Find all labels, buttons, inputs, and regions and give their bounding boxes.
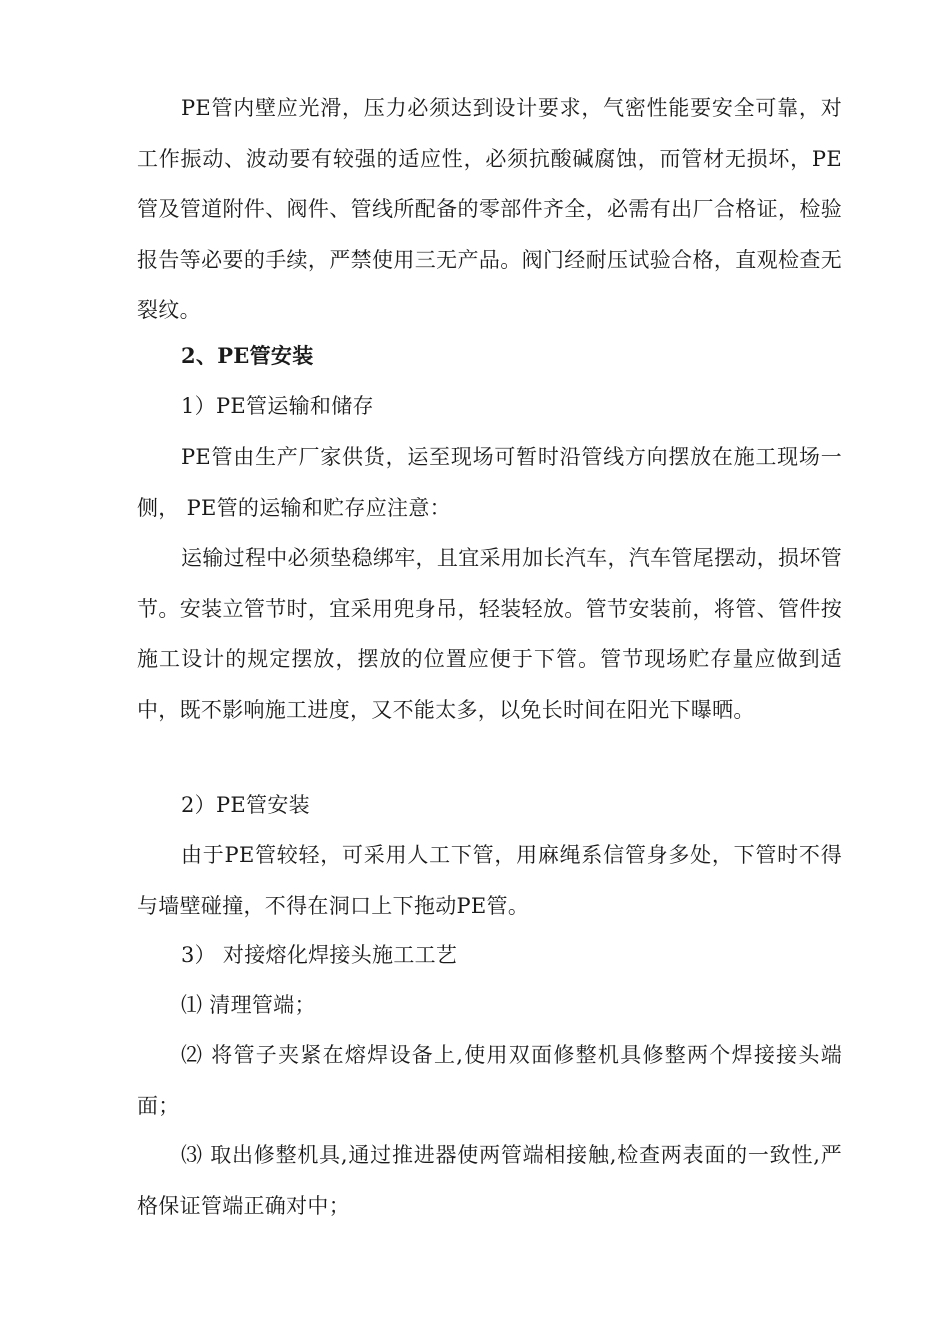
paragraph-lowering-pipe: 由于PE管较轻，可采用人工下管，用麻绳系信管身多处，下管时不得与墙壁碰撞，不得在洞口上下拖动PE管。 — [137, 843, 842, 918]
paragraph-pe-pipe-requirements: PE管内壁应光滑，压力必须达到设计要求，气密性能要安全可靠，对工作振动、波动要有较强的适应性，必须抗酸碱腐蚀，而管材无损坏，PE管及管道附件、阀件、管线所配备的零部件齐全，必需有出厂合格证，检验报告等必要的手续，严禁使用三无产品。阀门经耐压试验合格，直观检查无裂纹。 — [137, 96, 842, 322]
section-heading-pe-pipe-installation: 2、PE管安装 — [181, 343, 314, 368]
list-item-step-2: ⑵ 将管子夹紧在熔焊设备上,使用双面修整机具修整两个焊接接头端面； — [137, 1043, 842, 1118]
list-item-step-1: ⑴ 清理管端； — [181, 993, 316, 1017]
subheading-transport-storage: 1）PE管运输和储存 — [181, 394, 374, 418]
list-item-step-3: ⑶ 取出修整机具,通过推进器使两管端相接触,检查两表面的一致性,严格保证管端正确对中； — [137, 1143, 842, 1218]
paragraph-supply-notes: PE管由生产厂家供货，运至现场可暂时沿管线方向摆放在施工现场一侧， PE管的运输和贮存应注意： — [137, 445, 842, 520]
paragraph-transport-details: 运输过程中必须垫稳绑牢，且宜采用加长汽车，汽车管尾摆动，损坏管节。安装立管节时，宜采用兜身吊，轻装轻放。管节安装前，将管、管件按施工设计的规定摆放，摆放的位置应便于下管。管节现场贮存量应做到适中，既不影响施工进度，又不能太多，以免长时间在阳光下曝晒。 — [137, 546, 842, 722]
subheading-butt-fusion-process: 3） 对接熔化焊接头施工工艺 — [181, 943, 458, 967]
subheading-pe-pipe-installation: 2）PE管安装 — [181, 793, 310, 817]
